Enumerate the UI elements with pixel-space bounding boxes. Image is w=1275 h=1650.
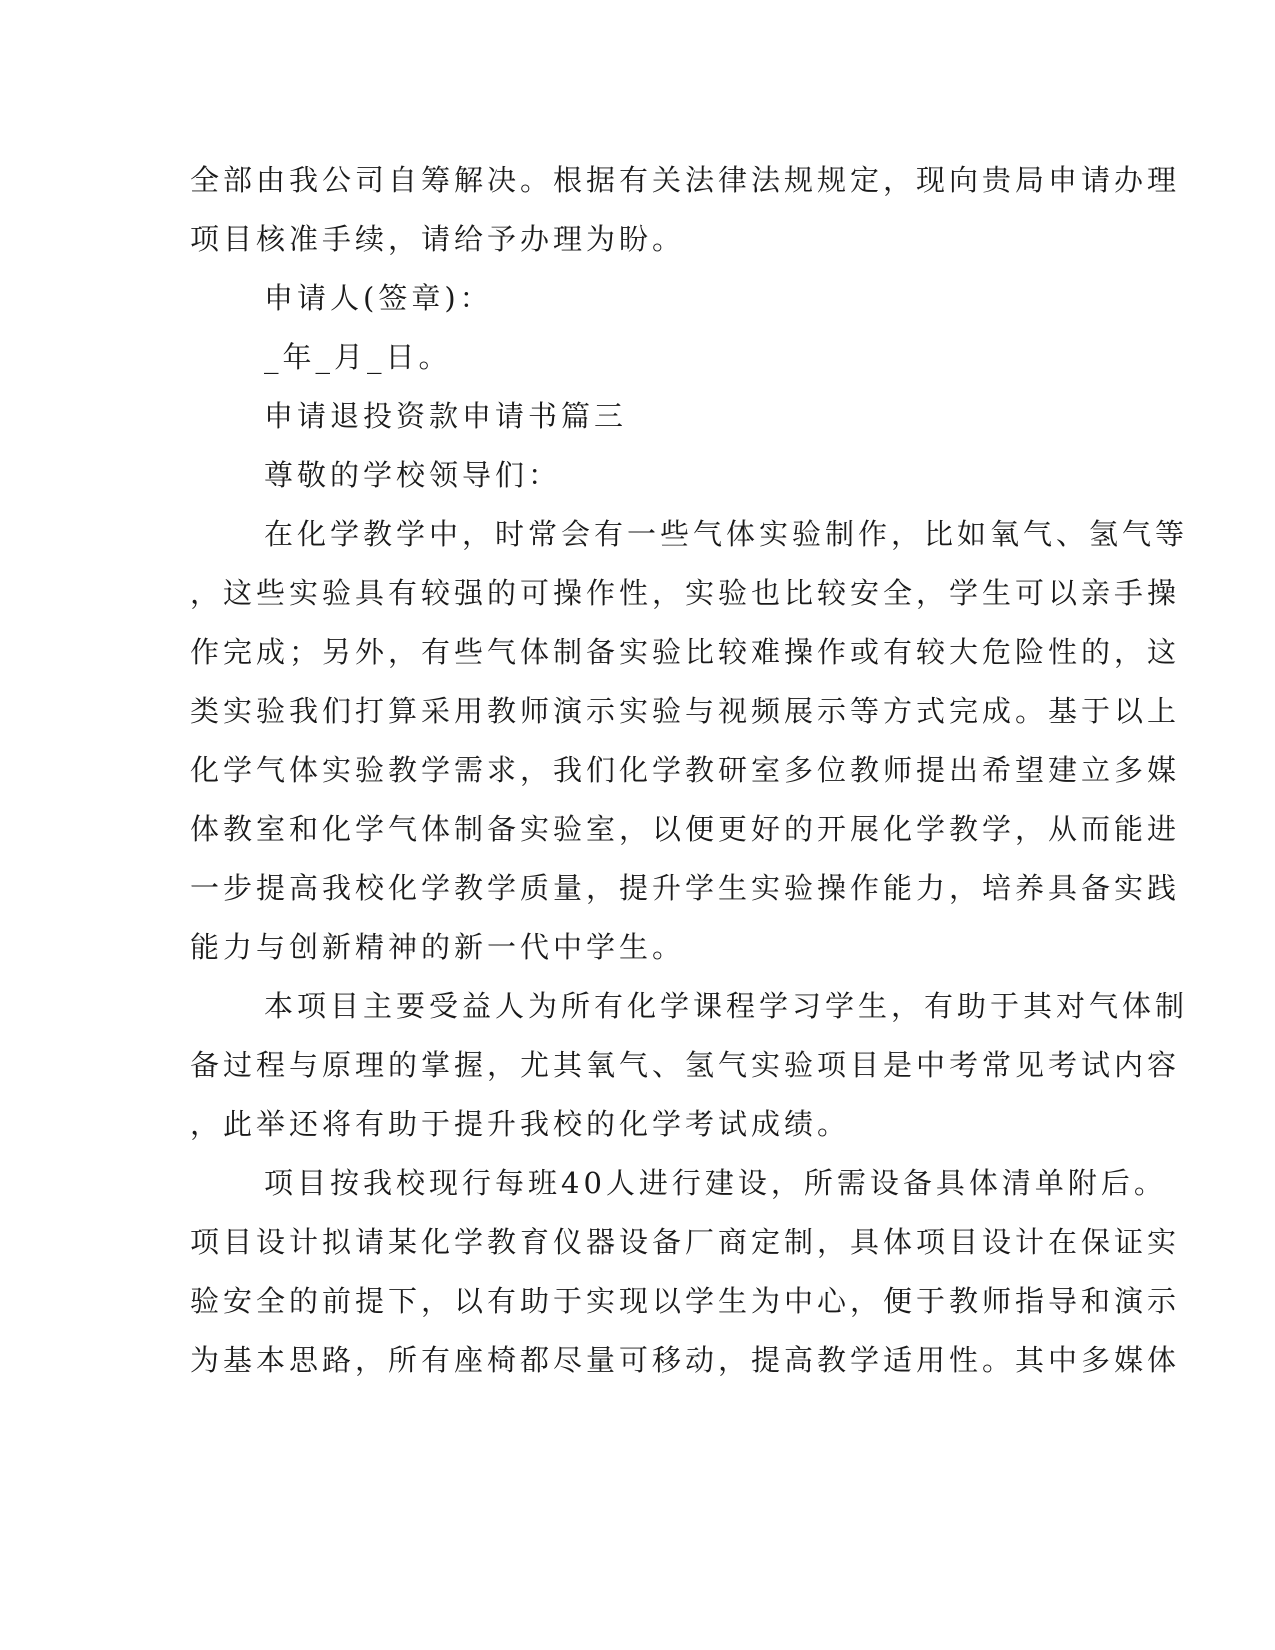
section-title: 申请退投资款申请书篇三 [264, 399, 628, 433]
salutation: 尊敬的学校领导们： [264, 458, 562, 492]
text-line: 全部由我公司自筹解决。根据有关法律法规规定，现向贵局申请办理 [190, 163, 1181, 197]
text-line: ，这些实验具有较强的可操作性，实验也比较安全，学生可以亲手操 [190, 576, 1181, 610]
text-line: 为基本思路，所有座椅都尽量可移动，提高教学适用性。其中多媒体 [190, 1343, 1181, 1377]
text-line: 能力与创新精神的新一代中学生。 [190, 930, 686, 964]
text-line: 备过程与原理的掌握，尤其氧气、氢气实验项目是中考常见考试内容 [190, 1048, 1181, 1082]
text-line: 体教室和化学气体制备实验室，以便更好的开展化学教学，从而能进 [190, 812, 1181, 846]
text-line: 作完成；另外，有些气体制备实验比较难操作或有较大危险性的，这 [190, 635, 1181, 669]
text-line: 验安全的前提下，以有助于实现以学生为中心，便于教师指导和演示 [190, 1284, 1181, 1318]
signature-label: 申请人(签章)： [264, 281, 493, 315]
text-line: 项目设计拟请某化学教育仪器设备厂商定制，具体项目设计在保证实 [190, 1225, 1181, 1259]
text-line: 本项目主要受益人为所有化学课程学习学生，有助于其对气体制 [264, 989, 1189, 1023]
text-line: 项目核准手续，请给予办理为盼。 [190, 222, 686, 256]
date-line: _年_月_日。 [264, 340, 452, 374]
text-line: ，此举还将有助于提升我校的化学考试成绩。 [190, 1107, 851, 1141]
text-line: 化学气体实验教学需求，我们化学教研室多位教师提出希望建立多媒 [190, 753, 1181, 787]
text-line: 在化学教学中，时常会有一些气体实验制作，比如氧气、氢气等 [264, 517, 1189, 551]
text-line: 项目按我校现行每班40人进行建设，所需设备具体清单附后。 [264, 1166, 1167, 1200]
text-line: 一步提高我校化学教学质量，提升学生实验操作能力，培养具备实践 [190, 871, 1181, 905]
text-line: 类实验我们打算采用教师演示实验与视频展示等方式完成。基于以上 [190, 694, 1181, 728]
